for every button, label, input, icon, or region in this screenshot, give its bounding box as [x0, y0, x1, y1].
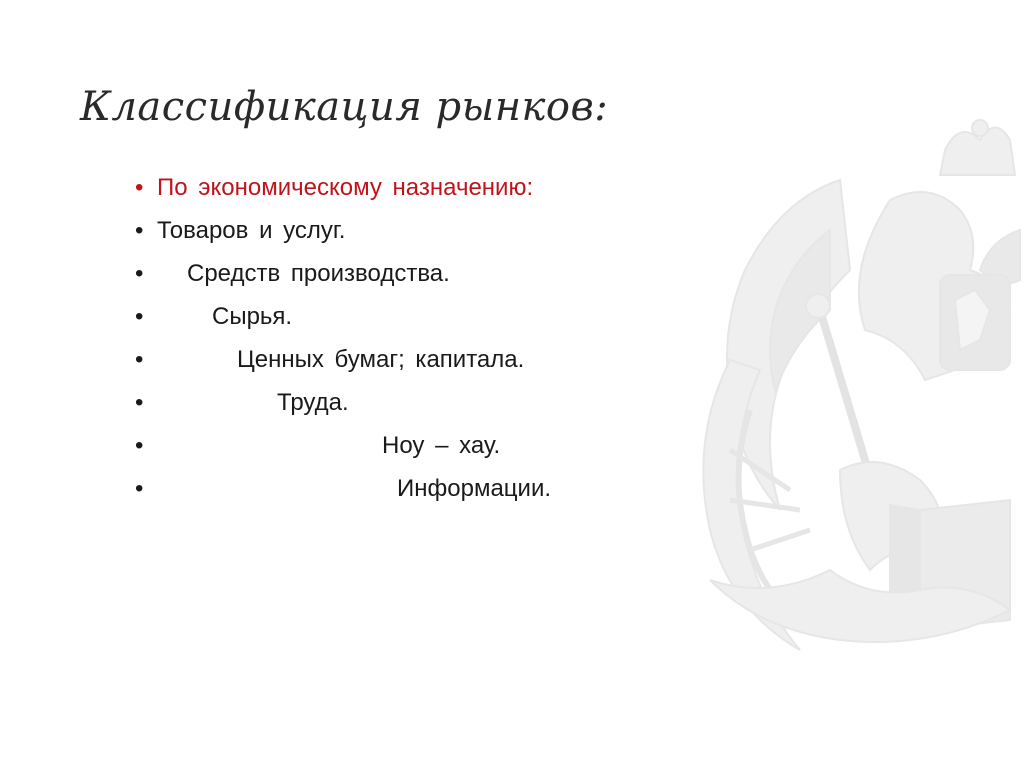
list-item — [135, 381, 551, 424]
list-item-text: Товаров и услуг. — [157, 217, 346, 244]
list-item — [135, 467, 551, 510]
bullet-dot: • — [135, 174, 144, 201]
bullet-dot: • — [135, 217, 144, 244]
bullet-dot: • — [135, 475, 144, 502]
list-item — [135, 424, 551, 467]
list-item-text: Ноу – хау. — [382, 432, 501, 459]
list-item-text: Ценных бумаг; капитала. — [237, 346, 525, 373]
bullet-dot: • — [135, 303, 144, 330]
bullet-dot: • — [135, 389, 144, 416]
list-item — [135, 209, 551, 252]
list-item-text: Средств производства. — [187, 260, 450, 287]
bullet-dot: • — [135, 346, 144, 373]
list-item — [135, 338, 551, 381]
list-item-text: Труда. — [277, 389, 349, 416]
list-item — [135, 166, 551, 209]
slide-title: Классификация рынков: — [80, 84, 609, 130]
list-item — [135, 295, 551, 338]
bullet-list — [135, 166, 551, 510]
double-headed-eagle-emblem-icon — [690, 110, 1024, 670]
list-item-text: По экономическому назначению: — [157, 174, 534, 201]
list-item — [135, 252, 551, 295]
bullet-dot: • — [135, 260, 144, 287]
list-item-text: Информации. — [397, 475, 552, 502]
list-item-text: Сырья. — [212, 303, 293, 330]
bullet-dot: • — [135, 432, 144, 459]
